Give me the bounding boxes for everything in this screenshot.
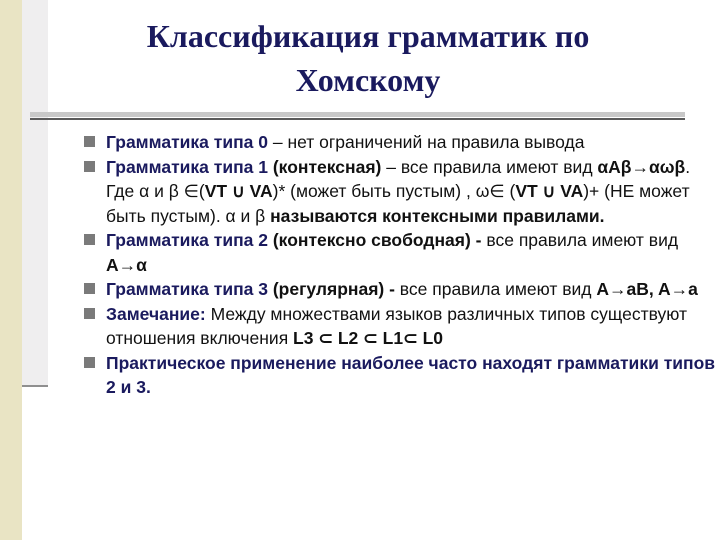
item-formula: VT ∪ VA (515, 181, 584, 201)
slide-title-line-2: Хомскому (295, 62, 441, 98)
slide-title-line-1: Классификация грамматик по (146, 18, 590, 54)
list-item (84, 302, 716, 351)
item-heading: Грамматика типа 3 (106, 279, 268, 299)
bullet-square-icon (84, 234, 95, 245)
item-formula: VT ∪ VA (204, 181, 273, 201)
bullet-square-icon (84, 308, 95, 319)
bullet-square-icon (84, 136, 95, 147)
item-heading: Грамматика типа 2 (106, 230, 268, 250)
item-heading: Практическое применение наиболее часто находят грамматики типов 2 и 3. (106, 352, 716, 397)
item-heading: Грамматика типа 0 (106, 132, 268, 152)
item-text: . Где α и β ∈( (106, 156, 691, 201)
item-text: (контексно свободная) - (267, 230, 482, 250)
item-text: все правила имеют вид (481, 230, 679, 250)
item-formula: αAβ→αωβ (597, 156, 686, 177)
item-formula: L3 ⊂ L2 ⊂ L1⊂ L0 (293, 328, 444, 348)
item-text: (регулярная) - (267, 279, 395, 299)
item-text: )+ (НЕ может быть пустым). α и β (106, 181, 690, 226)
bullet-square-icon (84, 283, 95, 294)
item-formula: A→α (106, 254, 147, 275)
item-text: – нет ограничений на правила вывода (267, 132, 585, 152)
title-rule (30, 118, 685, 120)
list-item (84, 155, 716, 229)
list-item (84, 130, 716, 155)
title-rule-shadow (30, 112, 685, 117)
list-item (84, 277, 716, 302)
slide-title (48, 14, 688, 102)
item-heading: Замечание: (106, 303, 206, 324)
item-text: называются контексными правилами. (270, 205, 605, 226)
bullet-square-icon (84, 161, 95, 172)
item-formula: A→aB, A→a (596, 279, 698, 299)
list-item (84, 228, 716, 277)
left-decor-bar (0, 0, 22, 540)
item-text: – все правила имеют вид (381, 156, 598, 177)
item-text: все правила имеют вид (394, 279, 597, 299)
item-text: Между множествами языков различных типов существуют отношения включения (106, 303, 688, 348)
item-text: )* (может быть пустым) , ω∈ ( (272, 181, 516, 201)
item-heading: Грамматика типа 1 (106, 156, 268, 177)
bullet-square-icon (84, 357, 95, 368)
bullet-list (84, 130, 716, 400)
left-decor-line (22, 385, 48, 387)
list-item (84, 351, 716, 400)
item-text: (контексная) (267, 156, 382, 177)
left-decor-stripe (22, 0, 48, 385)
